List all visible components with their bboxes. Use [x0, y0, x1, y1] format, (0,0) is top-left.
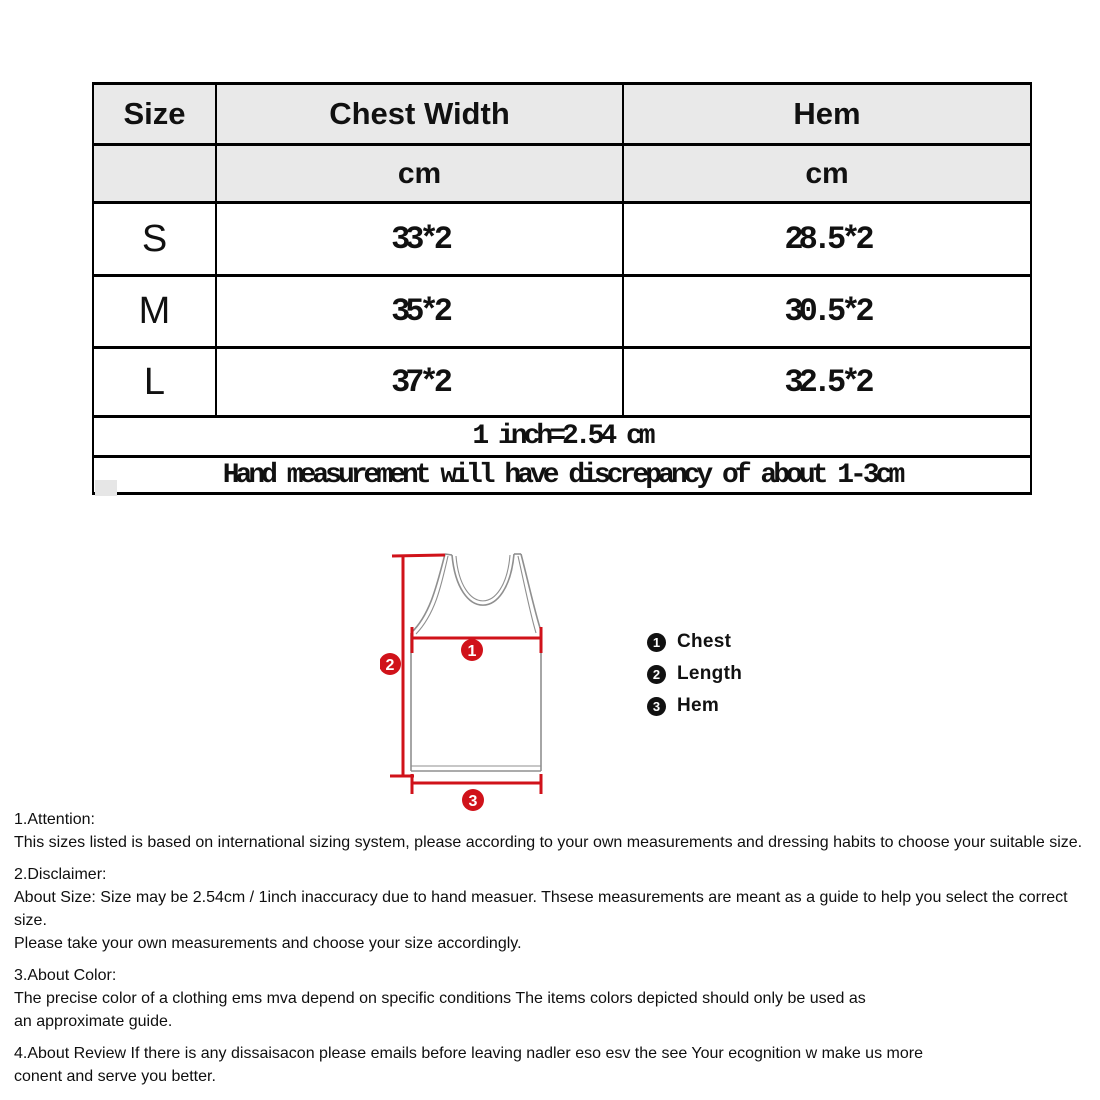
unit-cell-size	[93, 145, 216, 203]
legend-marker-3-icon: 3	[647, 697, 666, 716]
note-text: 4.About Review If there is any dissaisacon please emails before leaving nadler eso esv the see Your ecognition w make us more	[14, 1045, 923, 1062]
size-m-hem-value: 30.5*2	[623, 276, 1031, 348]
note-text: About Size: Size may be 2.54cm / 1inch inaccuracy due to hand measuer. Thsese measurements are meant as a guide to help you select the correct size.	[14, 889, 1068, 929]
legend-item-chest	[647, 631, 742, 653]
scan-artifact	[95, 480, 117, 496]
col-header-hem: Hem	[623, 84, 1031, 145]
length-top-tick	[392, 555, 445, 556]
size-s-label: S	[93, 203, 216, 276]
notes-section	[0, 808, 1100, 1097]
legend-label-hem: Hem	[677, 695, 720, 716]
table-row	[93, 203, 1031, 276]
note-text: an approximate guide.	[14, 1013, 173, 1030]
note-attention	[14, 808, 1086, 854]
legend-marker-2-icon: 2	[647, 665, 666, 684]
note-about-color	[14, 964, 1086, 1033]
legend-marker-1-icon: 1	[647, 633, 666, 652]
legend-label-length: Length	[677, 663, 743, 684]
hand-measurement-note: Hand measurement will have discrepancy of about 1-3cm	[93, 457, 1031, 494]
measurement-legend	[647, 631, 742, 727]
dimension-lines	[390, 555, 541, 794]
note-heading: 3.About Color:	[14, 967, 117, 984]
table-row	[93, 348, 1031, 417]
garment-outline	[411, 554, 541, 771]
legend-label-chest: Chest	[677, 631, 732, 652]
note-text: This sizes listed is based on international sizing system, please according to your own measurements and dressing habits to choose your suitable size.	[14, 834, 1083, 851]
col-header-chest-width: Chest Width	[216, 84, 623, 145]
note-text: conent and serve you better.	[14, 1068, 216, 1085]
unit-cell-hem: cm	[623, 145, 1031, 203]
inch-conversion-note: 1 inch=2.54 cm	[93, 417, 1031, 457]
table-header-row	[93, 84, 1031, 145]
table-unit-row	[93, 145, 1031, 203]
note-text: The precise color of a clothing ems mva depend on specific conditions The items colors depicted should only be used as	[14, 990, 866, 1007]
note-heading: 1.Attention:	[14, 811, 95, 828]
chest-marker-number: 1	[467, 643, 477, 660]
unit-cell-chest: cm	[216, 145, 623, 203]
note-disclaimer	[14, 863, 1086, 955]
note-text: Please take your own measurements and choose your size accordingly.	[14, 935, 522, 952]
tank-top-diagram	[380, 543, 560, 815]
legend-item-hem	[647, 695, 742, 717]
legend-item-length	[647, 663, 742, 685]
size-l-label: L	[93, 348, 216, 417]
size-m-chest-value: 35*2	[216, 276, 623, 348]
size-s-chest-value: 33*2	[216, 203, 623, 276]
table-row	[93, 417, 1031, 457]
length-marker-number: 2	[385, 657, 395, 674]
size-chart-table	[92, 82, 1032, 495]
note-about-review	[14, 1042, 1086, 1088]
size-l-chest-value: 37*2	[216, 348, 623, 417]
size-s-hem-value: 28.5*2	[623, 203, 1031, 276]
size-m-label: M	[93, 276, 216, 348]
col-header-size: Size	[93, 84, 216, 145]
size-l-hem-value: 32.5*2	[623, 348, 1031, 417]
table-row	[93, 276, 1031, 348]
hem-marker-number: 3	[468, 793, 478, 810]
note-heading: 2.Disclaimer:	[14, 866, 107, 883]
table-row	[93, 457, 1031, 494]
